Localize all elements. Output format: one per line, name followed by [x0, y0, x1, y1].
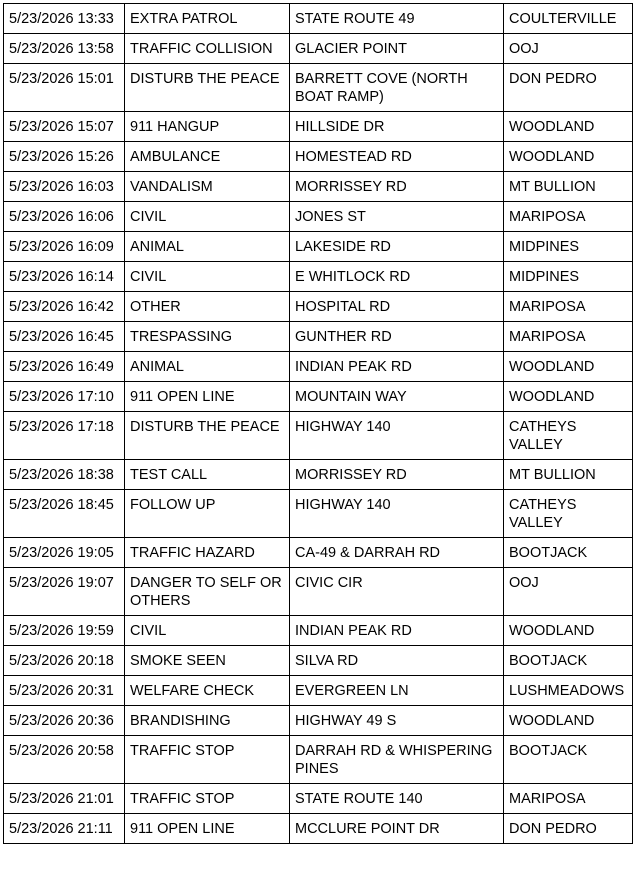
- incident-area-cell: CATHEYS VALLEY: [504, 412, 633, 460]
- incident-datetime-cell: 5/23/2026 21:01: [4, 784, 125, 814]
- incident-area-cell: MARIPOSA: [504, 292, 633, 322]
- incident-location-cell: HOMESTEAD RD: [290, 142, 504, 172]
- incident-type-cell: CIVIL: [125, 616, 290, 646]
- incident-area-cell: OOJ: [504, 568, 633, 616]
- incident-area-cell: LUSHMEADOWS: [504, 676, 633, 706]
- incident-datetime-cell: 5/23/2026 13:58: [4, 34, 125, 64]
- incident-area-cell: BOOTJACK: [504, 646, 633, 676]
- incident-area-cell: WOODLAND: [504, 706, 633, 736]
- incident-location-cell: LAKESIDE RD: [290, 232, 504, 262]
- incident-area-cell: MARIPOSA: [504, 322, 633, 352]
- incident-type-cell: TRAFFIC COLLISION: [125, 34, 290, 64]
- incident-area-cell: CATHEYS VALLEY: [504, 490, 633, 538]
- incident-datetime-cell: 5/23/2026 20:31: [4, 676, 125, 706]
- incident-location-cell: STATE ROUTE 140: [290, 784, 504, 814]
- incident-type-cell: TRAFFIC STOP: [125, 784, 290, 814]
- incident-datetime-cell: 5/23/2026 16:03: [4, 172, 125, 202]
- incident-area-cell: MT BULLION: [504, 460, 633, 490]
- incident-area-cell: DON PEDRO: [504, 64, 633, 112]
- incident-datetime-cell: 5/23/2026 16:06: [4, 202, 125, 232]
- incident-datetime-cell: 5/23/2026 16:14: [4, 262, 125, 292]
- incident-type-cell: 911 OPEN LINE: [125, 814, 290, 844]
- incident-datetime-cell: 5/23/2026 19:05: [4, 538, 125, 568]
- incident-area-cell: WOODLAND: [504, 352, 633, 382]
- incident-location-cell: GLACIER POINT: [290, 34, 504, 64]
- incident-location-cell: JONES ST: [290, 202, 504, 232]
- incident-area-cell: OOJ: [504, 34, 633, 64]
- incident-location-cell: DARRAH RD & WHISPERING PINES: [290, 736, 504, 784]
- incident-type-cell: CIVIL: [125, 262, 290, 292]
- incident-type-cell: TRAFFIC STOP: [125, 736, 290, 784]
- incident-area-cell: BOOTJACK: [504, 538, 633, 568]
- incident-datetime-cell: 5/23/2026 20:58: [4, 736, 125, 784]
- incident-type-cell: WELFARE CHECK: [125, 676, 290, 706]
- incident-datetime-cell: 5/23/2026 18:38: [4, 460, 125, 490]
- table-row: [4, 646, 633, 676]
- incident-location-cell: HILLSIDE DR: [290, 112, 504, 142]
- incident-type-cell: VANDALISM: [125, 172, 290, 202]
- incident-datetime-cell: 5/23/2026 16:45: [4, 322, 125, 352]
- incident-type-cell: SMOKE SEEN: [125, 646, 290, 676]
- incident-datetime-cell: 5/23/2026 15:07: [4, 112, 125, 142]
- incident-type-cell: DISTURB THE PEACE: [125, 64, 290, 112]
- incident-location-cell: CIVIC CIR: [290, 568, 504, 616]
- table-row: [4, 232, 633, 262]
- table-row: [4, 4, 633, 34]
- incident-area-cell: MT BULLION: [504, 172, 633, 202]
- incident-location-cell: MOUNTAIN WAY: [290, 382, 504, 412]
- table-row: [4, 382, 633, 412]
- table-row: [4, 538, 633, 568]
- incident-location-cell: STATE ROUTE 49: [290, 4, 504, 34]
- incident-datetime-cell: 5/23/2026 18:45: [4, 490, 125, 538]
- table-row: [4, 322, 633, 352]
- table-row: [4, 568, 633, 616]
- incident-datetime-cell: 5/23/2026 15:26: [4, 142, 125, 172]
- incident-type-cell: DANGER TO SELF OR OTHERS: [125, 568, 290, 616]
- incident-area-cell: MIDPINES: [504, 262, 633, 292]
- table-row: [4, 736, 633, 784]
- table-row: [4, 64, 633, 112]
- incident-area-cell: BOOTJACK: [504, 736, 633, 784]
- table-row: [4, 814, 633, 844]
- incident-datetime-cell: 5/23/2026 17:10: [4, 382, 125, 412]
- incident-location-cell: HIGHWAY 140: [290, 490, 504, 538]
- table-row: [4, 112, 633, 142]
- table-row: [4, 616, 633, 646]
- incident-datetime-cell: 5/23/2026 16:49: [4, 352, 125, 382]
- table-row: [4, 460, 633, 490]
- incident-location-cell: INDIAN PEAK RD: [290, 352, 504, 382]
- incident-datetime-cell: 5/23/2026 16:42: [4, 292, 125, 322]
- incident-datetime-cell: 5/23/2026 19:07: [4, 568, 125, 616]
- table-row: [4, 34, 633, 64]
- incident-type-cell: AMBULANCE: [125, 142, 290, 172]
- incident-location-cell: CA-49 & DARRAH RD: [290, 538, 504, 568]
- table-row: [4, 292, 633, 322]
- incident-type-cell: ANIMAL: [125, 352, 290, 382]
- table-row: [4, 202, 633, 232]
- incident-location-cell: HIGHWAY 49 S: [290, 706, 504, 736]
- table-row: [4, 172, 633, 202]
- table-row: [4, 784, 633, 814]
- incident-type-cell: FOLLOW UP: [125, 490, 290, 538]
- incident-area-cell: MIDPINES: [504, 232, 633, 262]
- incident-datetime-cell: 5/23/2026 17:18: [4, 412, 125, 460]
- incident-area-cell: WOODLAND: [504, 382, 633, 412]
- table-row: [4, 706, 633, 736]
- incident-datetime-cell: 5/23/2026 15:01: [4, 64, 125, 112]
- incident-type-cell: ANIMAL: [125, 232, 290, 262]
- table-row: [4, 262, 633, 292]
- incident-type-cell: BRANDISHING: [125, 706, 290, 736]
- incident-type-cell: DISTURB THE PEACE: [125, 412, 290, 460]
- incident-log-body: [4, 4, 633, 844]
- incident-type-cell: TRAFFIC HAZARD: [125, 538, 290, 568]
- incident-datetime-cell: 5/23/2026 16:09: [4, 232, 125, 262]
- table-row: [4, 676, 633, 706]
- incident-type-cell: CIVIL: [125, 202, 290, 232]
- incident-type-cell: EXTRA PATROL: [125, 4, 290, 34]
- incident-location-cell: BARRETT COVE (NORTH BOAT RAMP): [290, 64, 504, 112]
- incident-area-cell: DON PEDRO: [504, 814, 633, 844]
- incident-type-cell: TEST CALL: [125, 460, 290, 490]
- incident-type-cell: 911 HANGUP: [125, 112, 290, 142]
- incident-type-cell: OTHER: [125, 292, 290, 322]
- table-row: [4, 352, 633, 382]
- table-row: [4, 490, 633, 538]
- incident-datetime-cell: 5/23/2026 13:33: [4, 4, 125, 34]
- incident-area-cell: COULTERVILLE: [504, 4, 633, 34]
- incident-datetime-cell: 5/23/2026 21:11: [4, 814, 125, 844]
- incident-location-cell: E WHITLOCK RD: [290, 262, 504, 292]
- incident-type-cell: TRESPASSING: [125, 322, 290, 352]
- incident-location-cell: GUNTHER RD: [290, 322, 504, 352]
- incident-area-cell: WOODLAND: [504, 142, 633, 172]
- incident-area-cell: WOODLAND: [504, 616, 633, 646]
- incident-area-cell: WOODLAND: [504, 112, 633, 142]
- incident-location-cell: HIGHWAY 140: [290, 412, 504, 460]
- incident-location-cell: HOSPITAL RD: [290, 292, 504, 322]
- incident-log-table: [3, 3, 633, 844]
- incident-datetime-cell: 5/23/2026 20:36: [4, 706, 125, 736]
- incident-location-cell: MORRISSEY RD: [290, 460, 504, 490]
- incident-area-cell: MARIPOSA: [504, 202, 633, 232]
- incident-location-cell: MORRISSEY RD: [290, 172, 504, 202]
- incident-type-cell: 911 OPEN LINE: [125, 382, 290, 412]
- incident-location-cell: EVERGREEN LN: [290, 676, 504, 706]
- incident-datetime-cell: 5/23/2026 19:59: [4, 616, 125, 646]
- incident-location-cell: SILVA RD: [290, 646, 504, 676]
- incident-area-cell: MARIPOSA: [504, 784, 633, 814]
- incident-datetime-cell: 5/23/2026 20:18: [4, 646, 125, 676]
- table-row: [4, 412, 633, 460]
- incident-location-cell: MCCLURE POINT DR: [290, 814, 504, 844]
- incident-location-cell: INDIAN PEAK RD: [290, 616, 504, 646]
- table-row: [4, 142, 633, 172]
